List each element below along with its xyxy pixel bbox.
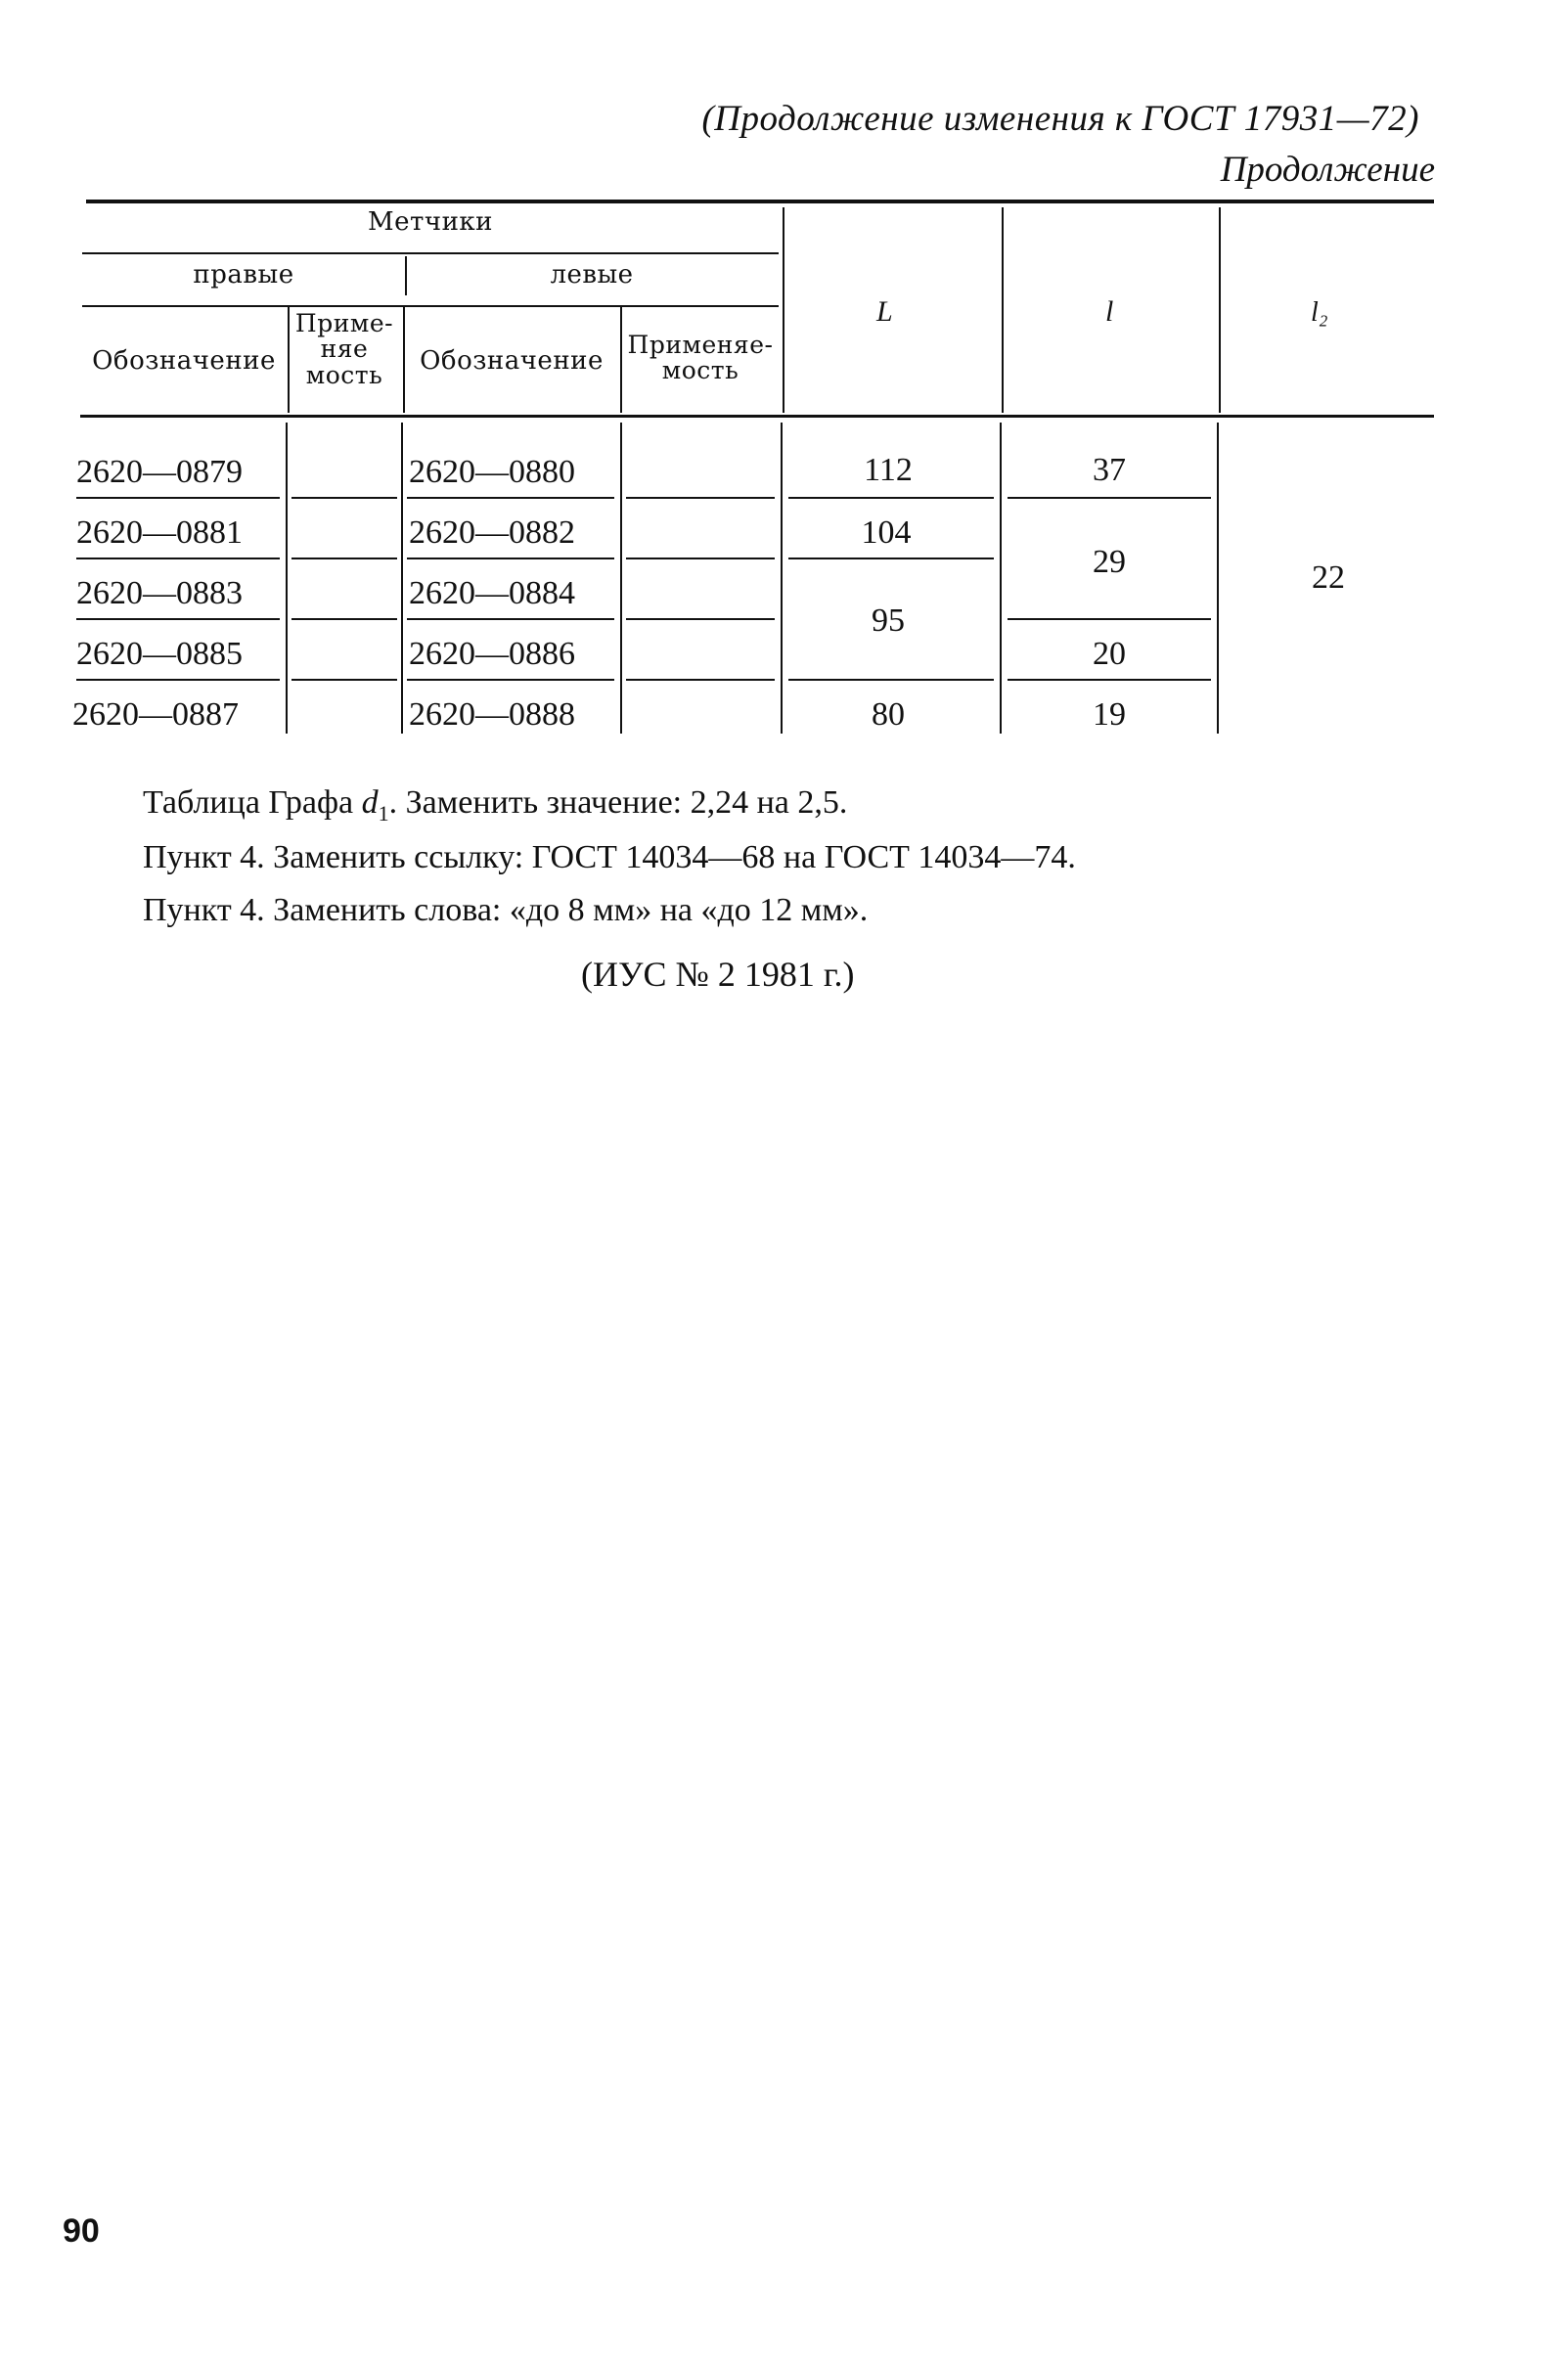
header-applicability-left: Применяе- мость <box>627 331 774 385</box>
row-rule <box>407 618 614 620</box>
note-line1-sub: 1 <box>378 800 389 826</box>
designation-right: 2620—0887 <box>72 696 239 733</box>
designation-left: 2620—0888 <box>409 696 575 733</box>
row-rule <box>626 497 775 499</box>
header-vline-L <box>783 207 784 413</box>
L-value: 104 <box>861 514 912 551</box>
designation-left: 2620—0884 <box>409 575 575 611</box>
body-vline-6 <box>1217 423 1219 734</box>
row-rule <box>76 558 280 559</box>
table-header-rule <box>80 415 1434 418</box>
L-rule <box>788 558 994 559</box>
header-L: L <box>876 295 893 328</box>
body-vline-3 <box>620 423 622 734</box>
header-divider-2 <box>82 305 779 307</box>
header-applicability-right: Приме- няе мость <box>294 309 394 389</box>
row-rule <box>407 679 614 681</box>
continuation-title: (Продолжение изменения к ГОСТ 17931—72) <box>701 99 1419 139</box>
body-vline-1 <box>286 423 288 734</box>
header-divider-1 <box>82 252 779 254</box>
note-table-column <box>143 784 847 826</box>
l-value: 19 <box>1093 696 1126 733</box>
header-taps: Метчики <box>368 207 493 237</box>
row-rule <box>626 679 775 681</box>
header-split-line <box>405 256 407 295</box>
note-line1-prefix: Таблица Графа <box>143 784 362 821</box>
L-value: 80 <box>872 696 905 733</box>
continuation-label: Продолжение <box>1220 150 1435 190</box>
L-value: 95 <box>872 602 905 639</box>
row-rule <box>407 497 614 499</box>
l-rule <box>1008 497 1211 499</box>
l-value: 37 <box>1093 452 1126 488</box>
note-line1-suffix: . Заменить значение: 2,24 на 2,5. <box>388 784 848 821</box>
header-designation-right: Обозначение <box>92 346 276 376</box>
body-vline-5 <box>1000 423 1002 734</box>
body-vline-2 <box>401 423 403 734</box>
designation-right: 2620—0881 <box>76 514 243 551</box>
l2-value: 22 <box>1312 559 1345 596</box>
page-number: 90 <box>63 2212 100 2250</box>
designation-left: 2620—0882 <box>409 514 575 551</box>
row-rule <box>76 497 280 499</box>
designation-right: 2620—0883 <box>76 575 243 611</box>
row-rule <box>291 497 397 499</box>
note-line1-var: d <box>361 784 379 821</box>
l-value: 29 <box>1093 544 1126 580</box>
row-rule <box>291 679 397 681</box>
row-rule <box>291 558 397 559</box>
header-l: l <box>1105 295 1114 328</box>
L-rule <box>788 679 994 681</box>
designation-right: 2620—0885 <box>76 636 243 672</box>
designation-left: 2620—0880 <box>409 454 575 490</box>
row-rule <box>626 618 775 620</box>
L-rule <box>788 497 994 499</box>
l-value: 20 <box>1093 636 1126 672</box>
note-reference-change: Пункт 4. Заменить ссылку: ГОСТ 14034—68 на ГОСТ 14034—74. <box>143 839 1076 875</box>
header-vline-l2 <box>1219 207 1221 413</box>
row-rule <box>407 558 614 559</box>
designation-left: 2620—0886 <box>409 636 575 672</box>
l-rule <box>1008 679 1211 681</box>
L-value: 112 <box>864 452 913 488</box>
header-designation-left: Обозначение <box>420 346 604 376</box>
ius-reference: (ИУС № 2 1981 г.) <box>581 955 855 994</box>
header-vline-l <box>1002 207 1004 413</box>
header-l2: l₂ <box>1311 297 1328 328</box>
row-rule <box>626 558 775 559</box>
row-rule <box>76 679 280 681</box>
row-rule <box>76 618 280 620</box>
table-top-rule <box>86 200 1434 203</box>
header-left-handed: левые <box>550 260 634 290</box>
header-right-handed: правые <box>193 260 294 290</box>
designation-right: 2620—0879 <box>76 454 243 490</box>
body-vline-4 <box>781 423 783 734</box>
l-rule <box>1008 618 1211 620</box>
row-rule <box>291 618 397 620</box>
note-words-change: Пункт 4. Заменить слова: «до 8 мм» на «до 12 мм». <box>143 892 869 928</box>
